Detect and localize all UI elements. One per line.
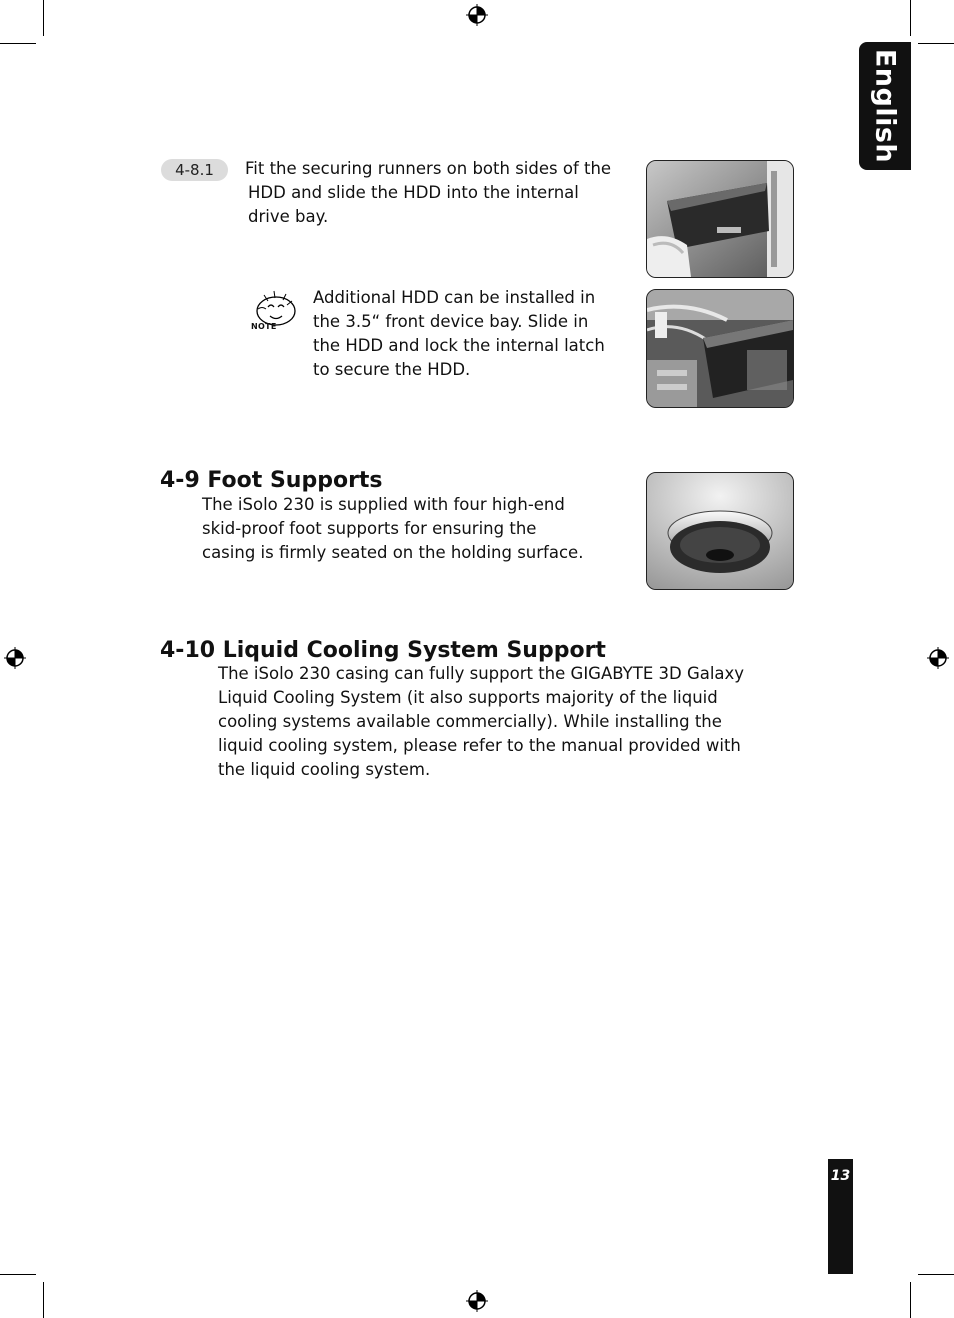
crop-mark <box>0 43 36 44</box>
page-number: 13 <box>830 1168 851 1184</box>
text-line: Liquid Cooling System (it also supports majority of the liquid <box>218 688 718 707</box>
foot-supports-text <box>202 493 622 565</box>
step-number-badge: 4-8.1 <box>161 159 228 181</box>
text-line: the liquid cooling system. <box>218 760 431 779</box>
step-instruction <box>245 157 640 229</box>
text-line: casing is firmly seated on the holding surface. <box>202 543 584 562</box>
text-line: cooling systems available commercially). While installing the <box>218 712 722 731</box>
front-bay-photo <box>646 289 794 408</box>
section-heading-foot-supports: 4-9 Foot Supports <box>160 468 383 493</box>
text-line: liquid cooling system, please refer to the manual provided with <box>218 736 741 755</box>
registration-mark-icon <box>466 4 488 26</box>
text-line: skid-proof foot supports for ensuring the <box>202 519 537 538</box>
note-text <box>313 286 643 382</box>
registration-mark-icon <box>927 647 949 669</box>
liquid-cooling-text <box>218 662 808 782</box>
crop-mark <box>43 0 44 36</box>
text-line: to secure the HDD. <box>313 360 471 379</box>
language-tab <box>859 42 911 170</box>
language-label: English <box>869 48 901 164</box>
text-line: the HDD and lock the internal latch <box>313 336 605 355</box>
text-line: HDD and slide the HDD into the internal <box>248 183 579 202</box>
page-number-tab <box>828 1159 853 1274</box>
registration-mark-icon <box>4 647 26 669</box>
hdd-install-photo <box>646 160 794 278</box>
crop-mark <box>43 1282 44 1318</box>
crop-mark <box>910 1282 911 1318</box>
text-line: the 3.5“ front device bay. Slide in <box>313 312 589 331</box>
text-line: Fit the securing runners on both sides of the <box>245 159 612 178</box>
crop-mark <box>918 43 954 44</box>
crop-mark <box>0 1274 36 1275</box>
registration-mark-icon <box>466 1290 488 1312</box>
text-line: drive bay. <box>248 207 329 226</box>
note-icon-label: NOTE <box>251 322 277 331</box>
text-line: Additional HDD can be installed in <box>313 288 596 307</box>
crop-mark <box>910 0 911 36</box>
text-line: The iSolo 230 is supplied with four high-end <box>202 495 565 514</box>
text-line: The iSolo 230 casing can fully support the GIGABYTE 3D Galaxy <box>218 664 745 683</box>
foot-support-photo <box>646 472 794 590</box>
crop-mark <box>918 1274 954 1275</box>
section-heading-liquid-cooling: 4-10 Liquid Cooling System Support <box>160 638 606 663</box>
